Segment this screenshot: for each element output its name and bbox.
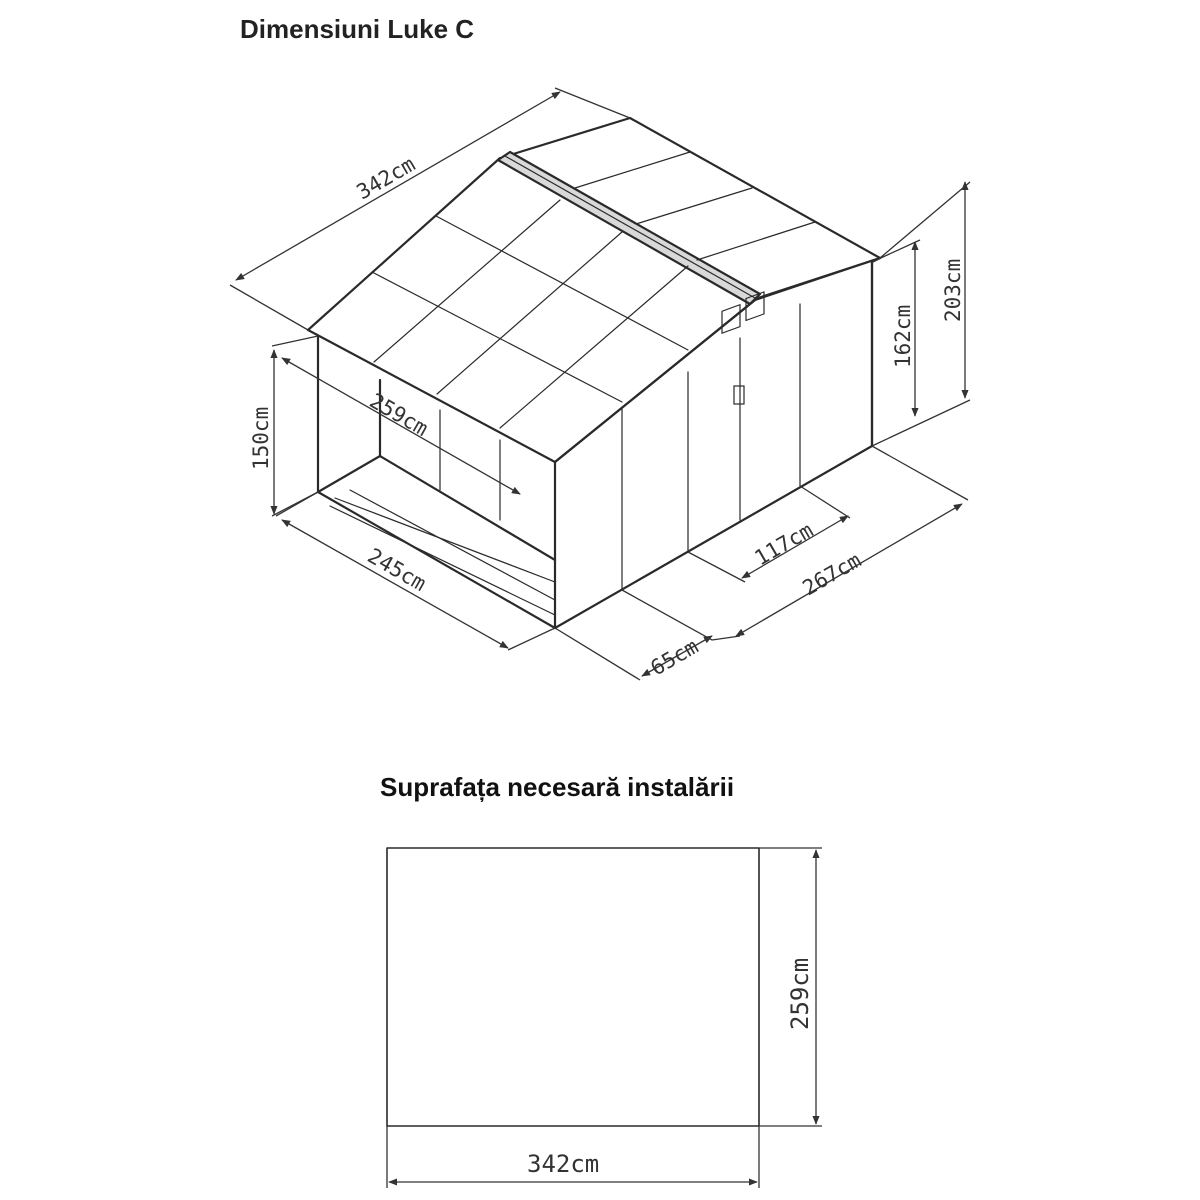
label-footprint-depth: 259cm (786, 957, 814, 1030)
label-overhang: 65cm (646, 634, 703, 681)
extension-line (880, 182, 970, 258)
roof-seam (697, 222, 815, 260)
roof-seam (372, 272, 622, 402)
label-inner-depth: 259cm (365, 388, 433, 441)
dimension-lines (230, 88, 970, 680)
label-door-width: 117cm (750, 517, 818, 571)
floor-edge (380, 456, 555, 560)
dim-length-top (236, 92, 560, 280)
extension-line (272, 336, 318, 346)
extension-line (800, 486, 850, 518)
extension-line (276, 492, 318, 516)
label-wall-height: 150cm (249, 406, 273, 470)
door-handle-icon (734, 386, 744, 404)
roof-seam (437, 232, 622, 394)
roof-seam (575, 152, 690, 188)
footprint-plan (387, 848, 822, 1188)
label-length-top: 342cm (352, 151, 420, 205)
footprint-rect (387, 848, 759, 1126)
label-total-height: 203cm (941, 258, 965, 322)
floor-plank (350, 490, 555, 600)
extension-line (872, 240, 920, 262)
roof-seam (374, 200, 560, 362)
label-base-width: 245cm (363, 543, 431, 596)
floor-edge (318, 456, 380, 492)
dimensions-title: Dimensiuni Luke C (240, 14, 475, 44)
roof-seam (636, 188, 752, 224)
extension-line (712, 636, 740, 640)
extension-line (555, 628, 640, 680)
roof-seam (500, 266, 688, 428)
label-footprint-width: 342cm (527, 1150, 600, 1178)
label-side-height: 162cm (891, 304, 915, 368)
extension-line (688, 552, 745, 582)
extension-line (555, 88, 630, 118)
extension-line (230, 285, 308, 330)
extension-line (872, 446, 968, 500)
ridge-line (505, 156, 755, 298)
label-base-length: 267cm (798, 547, 866, 601)
dim-base-width (282, 520, 508, 648)
floor-plank (330, 506, 555, 615)
installation-area-title: Suprafața necesară instalării (380, 772, 735, 802)
shed-left-frame (318, 336, 555, 628)
extension-line (872, 400, 970, 446)
extension-line (622, 590, 712, 640)
dimension-labels (249, 152, 965, 680)
extension-line (508, 628, 555, 650)
